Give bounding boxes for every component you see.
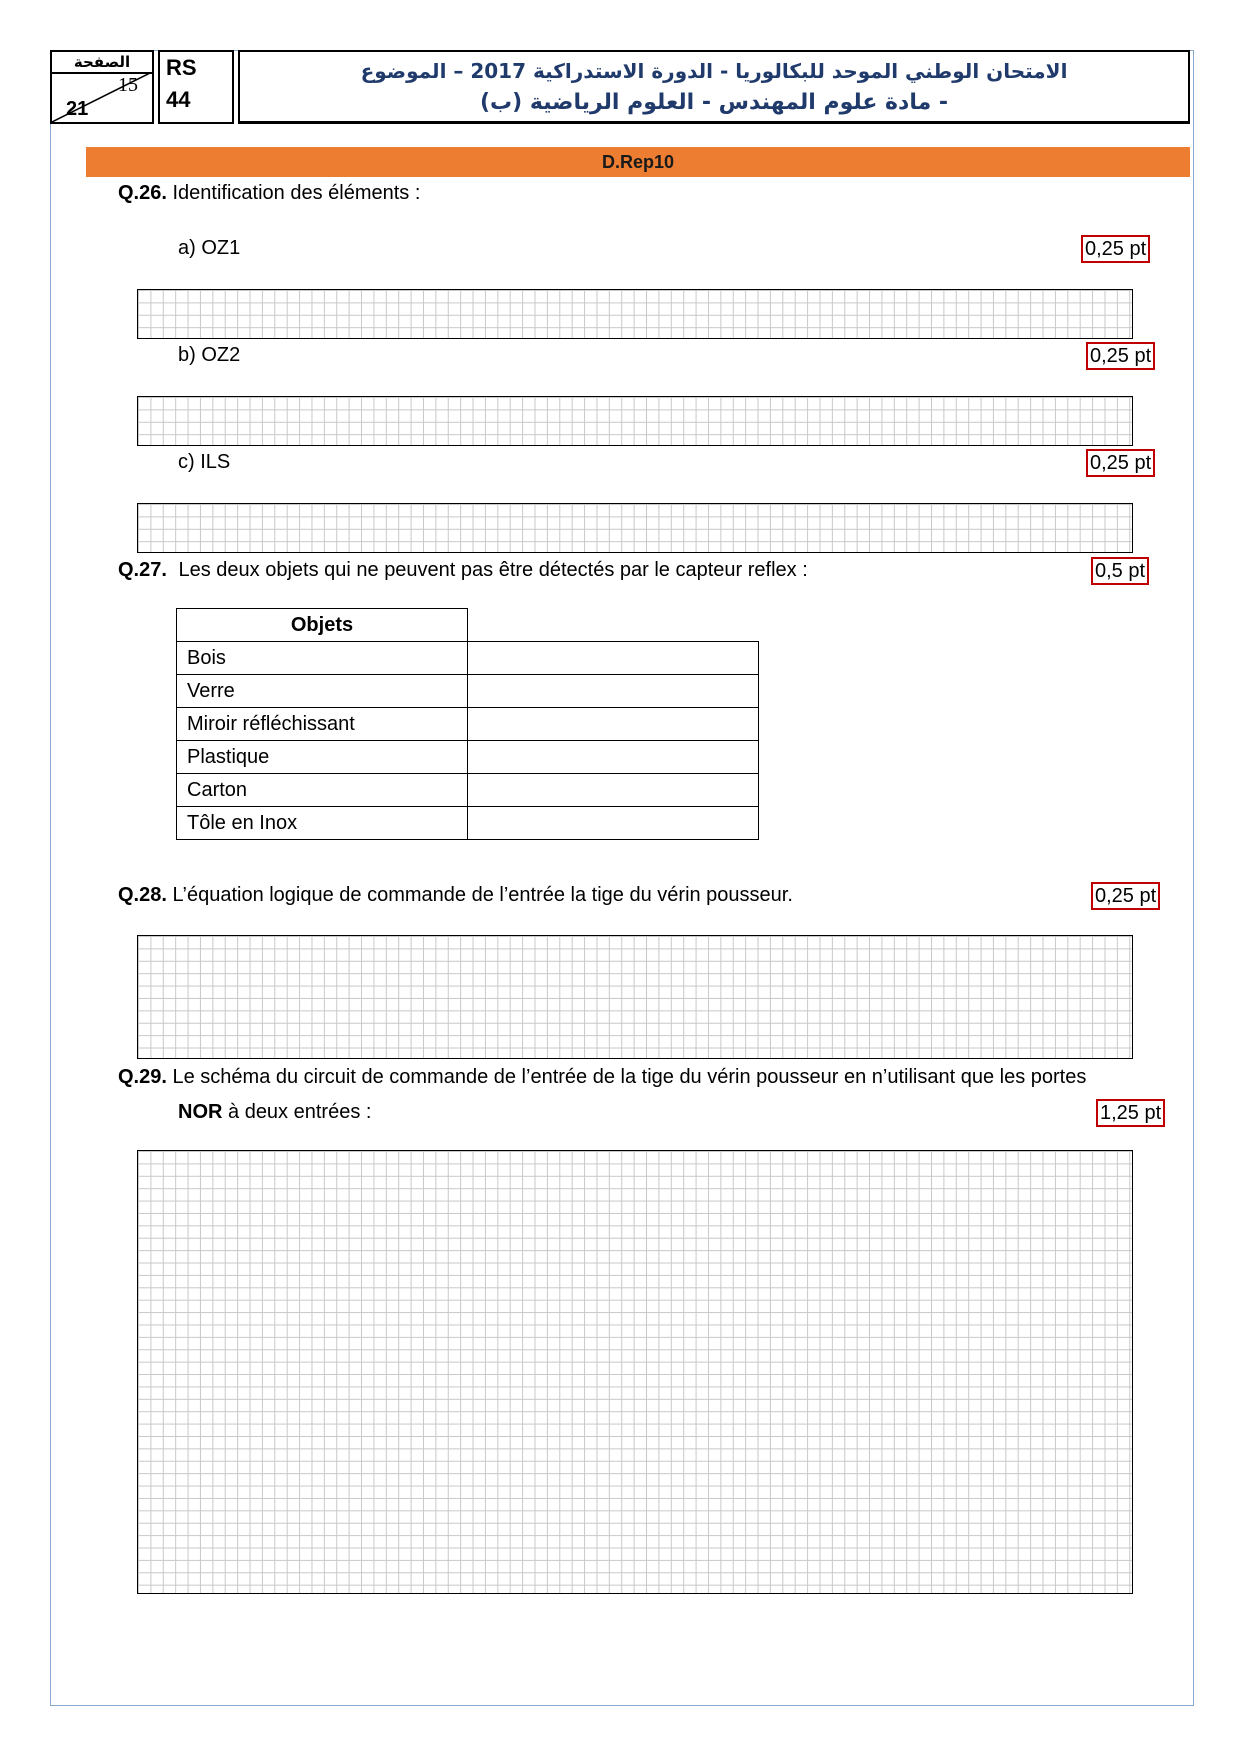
object-answer-cell[interactable] [468, 774, 759, 807]
q26-number: Q.26. [118, 182, 167, 204]
table-row [177, 642, 759, 675]
q28-number: Q.28. [118, 884, 167, 906]
object-name: Plastique [177, 741, 468, 774]
objects-table-header-blank [468, 609, 759, 642]
q26-a-answer-grid[interactable] [137, 289, 1133, 339]
object-name: Miroir réfléchissant [177, 708, 468, 741]
q26-item-a-label: a) OZ1 [178, 237, 241, 259]
object-answer-cell[interactable] [468, 807, 759, 840]
q28-text: L’équation logique de commande de l’entrée la tige du vérin pousseur. [172, 884, 793, 906]
exam-code-box [158, 50, 234, 124]
q26-item-b-points: 0,25 pt [1086, 342, 1155, 370]
q26-item-c-label: c) ILS [178, 451, 231, 473]
q29-number: Q.29. [118, 1066, 167, 1088]
q29-heading-line2 [178, 1099, 371, 1125]
object-name: Bois [177, 642, 468, 675]
exam-title-line2: - مادة علوم المهندس - العلوم الرياضية (ب) [479, 90, 948, 115]
q26-heading [118, 180, 420, 206]
q28-answer-grid[interactable] [137, 935, 1133, 1059]
table-row [177, 774, 759, 807]
q26-item-b-label: b) OZ2 [178, 344, 241, 366]
q26-text: Identification des éléments : [172, 182, 421, 204]
object-name: Verre [177, 675, 468, 708]
q27-number: Q.27. [118, 559, 167, 581]
objects-table [176, 608, 759, 840]
page-total: 21 [66, 98, 89, 120]
object-answer-cell[interactable] [468, 708, 759, 741]
section-title: D.Rep10 [86, 147, 1190, 177]
exam-title-box [238, 50, 1190, 124]
page-label: الصفحة [52, 52, 152, 74]
table-row [177, 807, 759, 840]
exam-title-line1: الامتحان الوطني الموحد للبكالوريا - الدورة الاستدراكية 2017 – الموضوع [360, 59, 1068, 83]
q26-item-c-points: 0,25 pt [1086, 449, 1155, 477]
q29-text2: à deux entrées : [222, 1101, 372, 1123]
exam-code-line1: RS [166, 55, 197, 80]
table-row [177, 675, 759, 708]
table-row [177, 708, 759, 741]
object-name: Tôle en Inox [177, 807, 468, 840]
object-answer-cell[interactable] [468, 675, 759, 708]
q26-item-a-points: 0,25 pt [1081, 235, 1150, 263]
q29-answer-grid[interactable] [137, 1150, 1133, 1594]
page-number-box [50, 50, 154, 124]
q27-points: 0,5 pt [1091, 557, 1149, 585]
q26-c-answer-grid[interactable] [137, 503, 1133, 553]
q27-text: Les deux objets qui ne peuvent pas être détectés par le capteur reflex : [178, 559, 808, 581]
table-row [177, 741, 759, 774]
q29-text: Le schéma du circuit de commande de l’entrée de la tige du vérin pousseur en n’utilisant que les portes [172, 1066, 1087, 1088]
q27-heading [118, 557, 808, 583]
q29-heading [118, 1064, 1086, 1090]
q29-nor: NOR [178, 1101, 223, 1123]
exam-code-line2: 44 [166, 87, 191, 112]
object-name: Carton [177, 774, 468, 807]
q28-heading [118, 882, 793, 908]
q29-points: 1,25 pt [1096, 1099, 1165, 1127]
object-answer-cell[interactable] [468, 642, 759, 675]
object-answer-cell[interactable] [468, 741, 759, 774]
page-current: 15 [118, 74, 138, 96]
q26-b-answer-grid[interactable] [137, 396, 1133, 446]
q28-points: 0,25 pt [1091, 882, 1160, 910]
objects-table-header: Objets [177, 609, 468, 642]
